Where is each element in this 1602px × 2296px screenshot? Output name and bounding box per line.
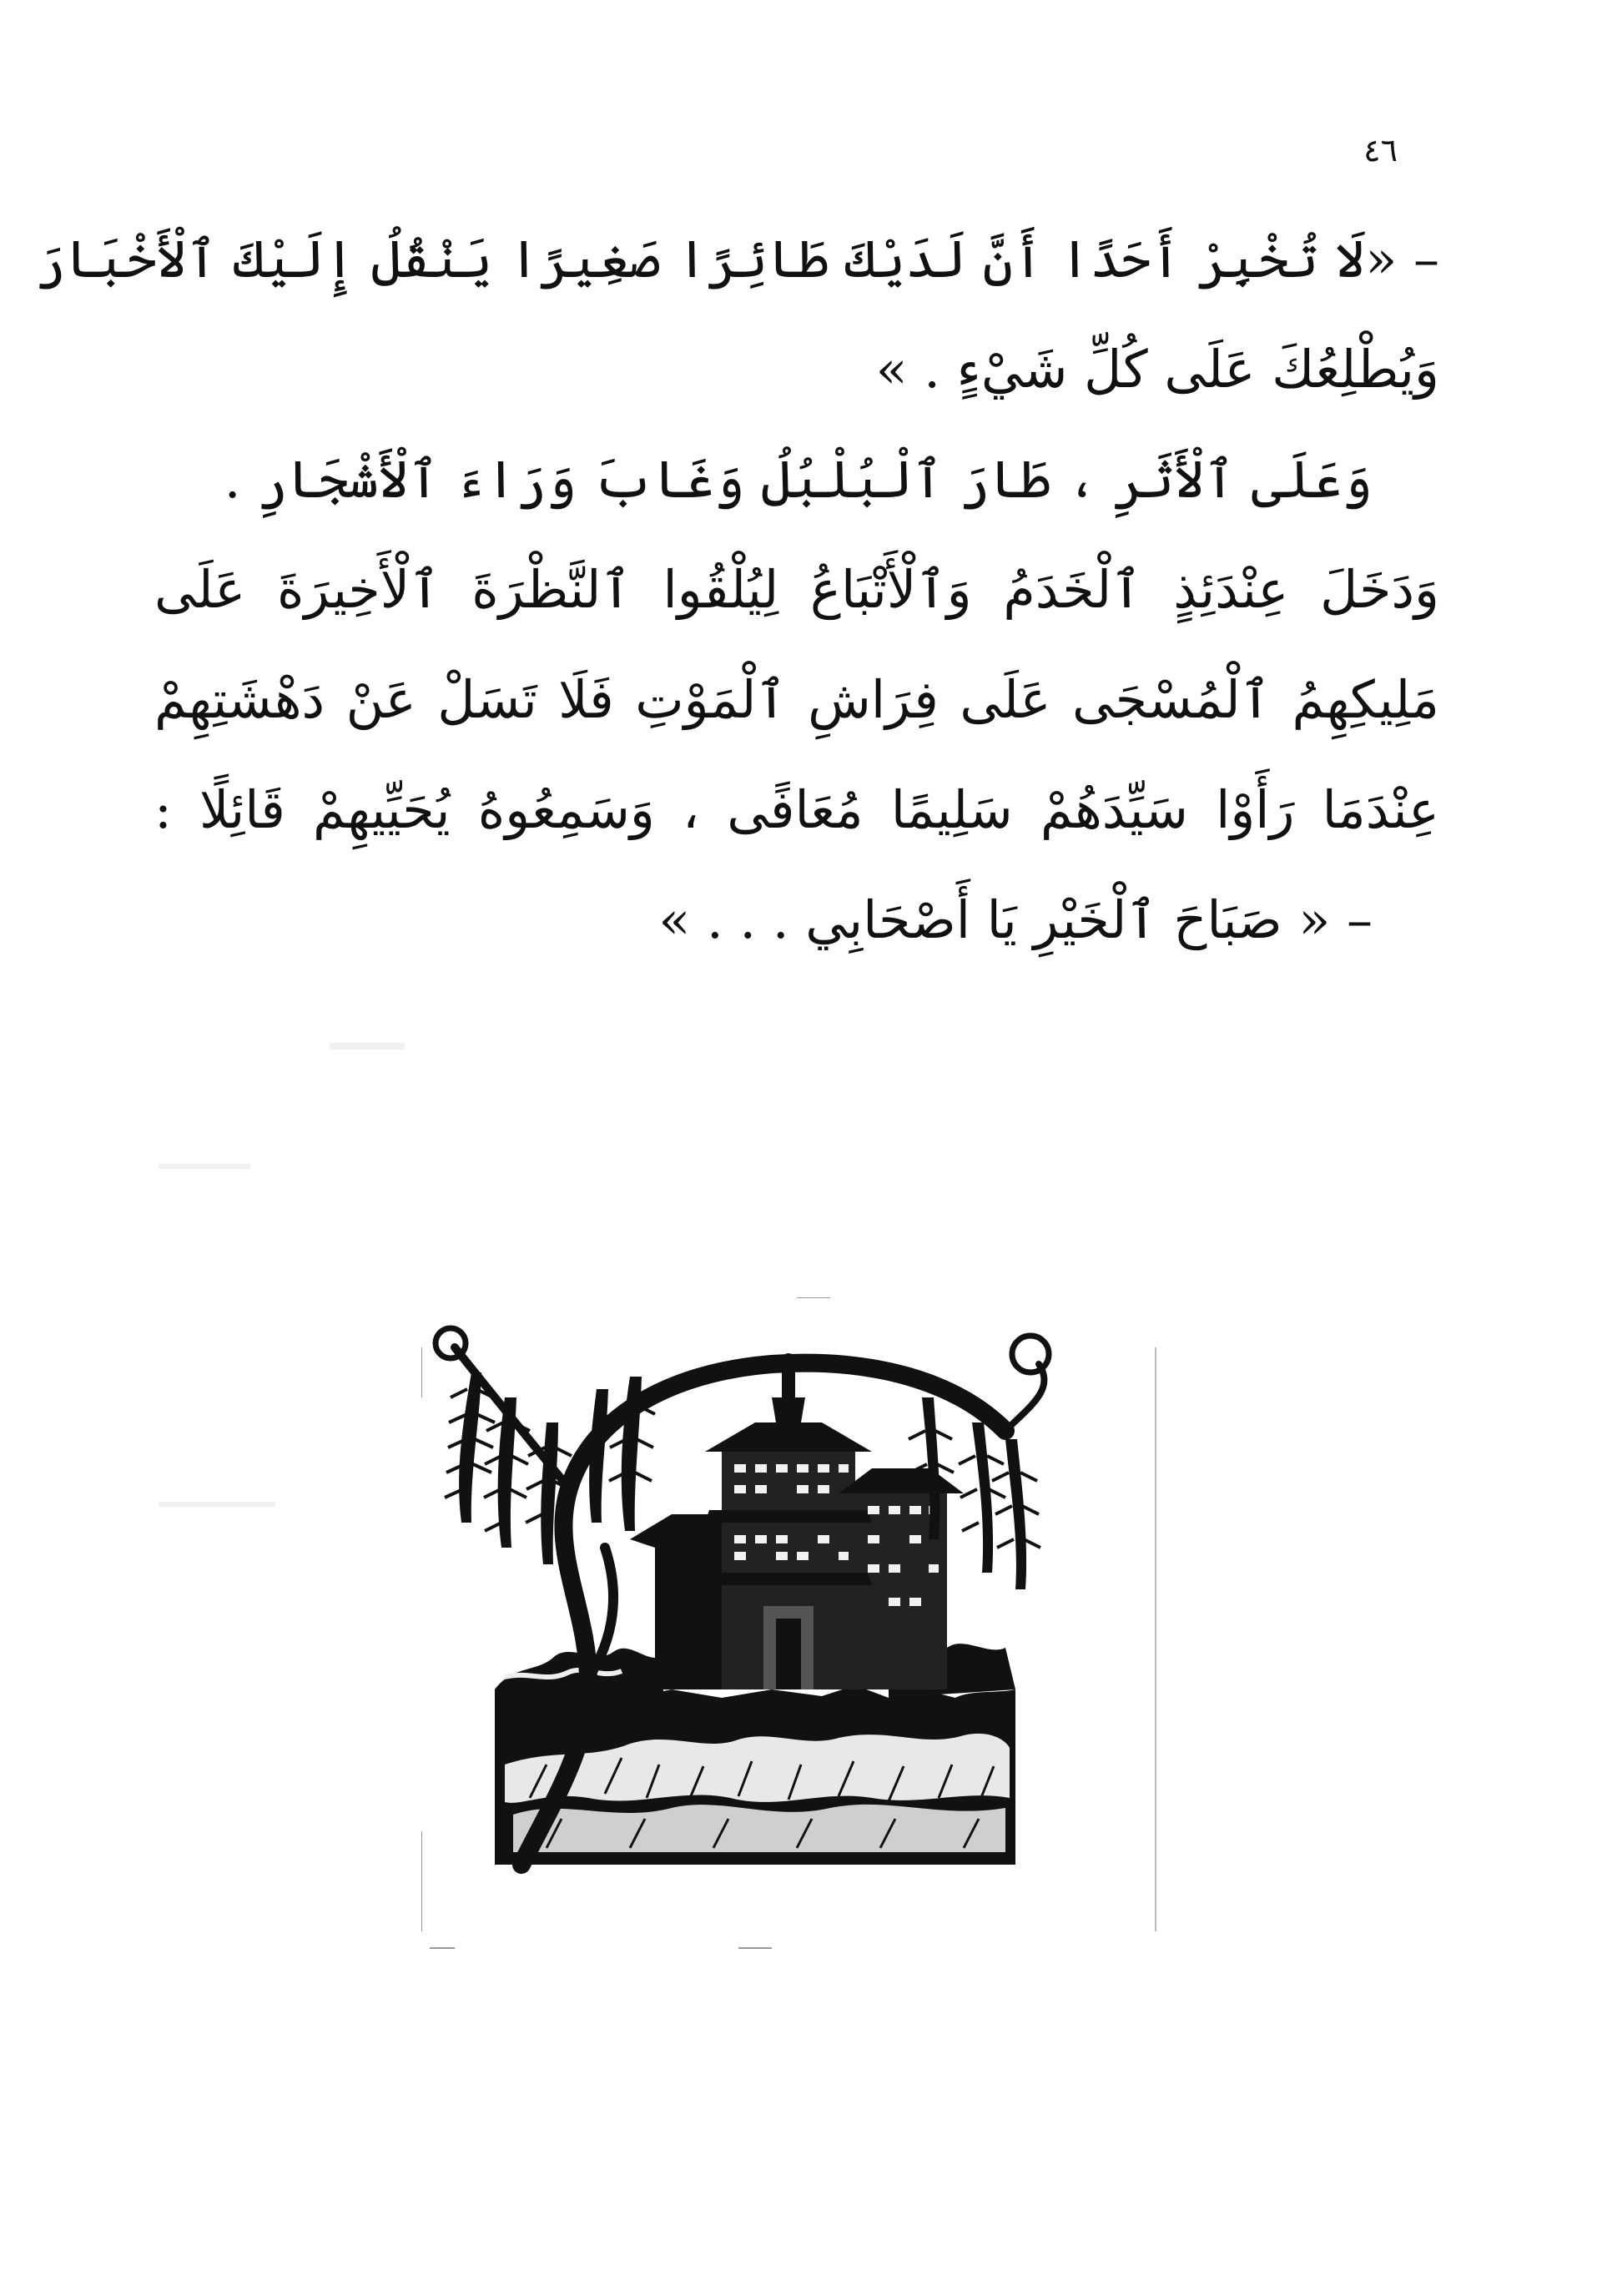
text-line-4: وَدَخَلَ عِنْدَئِذٍ ٱلْخَدَمُ وَٱلْأَتْبَاعُ لِيُلْقُوا ٱلنَّظْرَةَ ٱلْأَخِيرَةَ عَلَى — [154, 559, 1439, 620]
text-line-5: مَلِيكِهِمُ ٱلْمُسْجَى عَلَى فِرَاشِ ٱلْمَوْتِ فَلَا تَسَلْ عَنْ دَهْشَتِهِمْ — [154, 669, 1439, 730]
text-line-2: وَيُطْلِعُكَ عَلَى كُلِّ شَيْءٍ . » — [875, 339, 1439, 400]
scan-smudge — [159, 1502, 275, 1507]
pagoda-willow-illustration — [421, 1297, 1172, 1956]
pagoda — [630, 1353, 964, 1689]
text-line-1: – «لَا تُخْبِرْ أَحَدًا أَنَّ لَدَيْكَ طَائِرًا صَغِيرًا يَنْقُلُ إِلَيْكَ ٱلْأَخْبَارَ — [35, 229, 1439, 290]
scan-smudge — [330, 1043, 405, 1050]
scan-smudge — [159, 1164, 250, 1169]
story-text — [35, 204, 1439, 975]
text-line-6: عِنْدَمَا رَأَوْا سَيِّدَهُمْ سَلِيمًا مُعَافًى ، وَسَمِعُوهُ يُحَيِّيهِمْ قَائِلًا : — [154, 779, 1439, 840]
text-line-3: وَعَلَى ٱلْأَثَرِ ، طَارَ ٱلْبُلْبُلُ وَغَابَ وَرَاءَ ٱلْأَشْجَارِ . — [224, 449, 1373, 510]
text-line-7: – « صَبَاحَ ٱلْخَيْرِ يَا أَصْحَابِي . . . » — [658, 889, 1373, 950]
page-number: ٤٦ — [1363, 132, 1398, 169]
